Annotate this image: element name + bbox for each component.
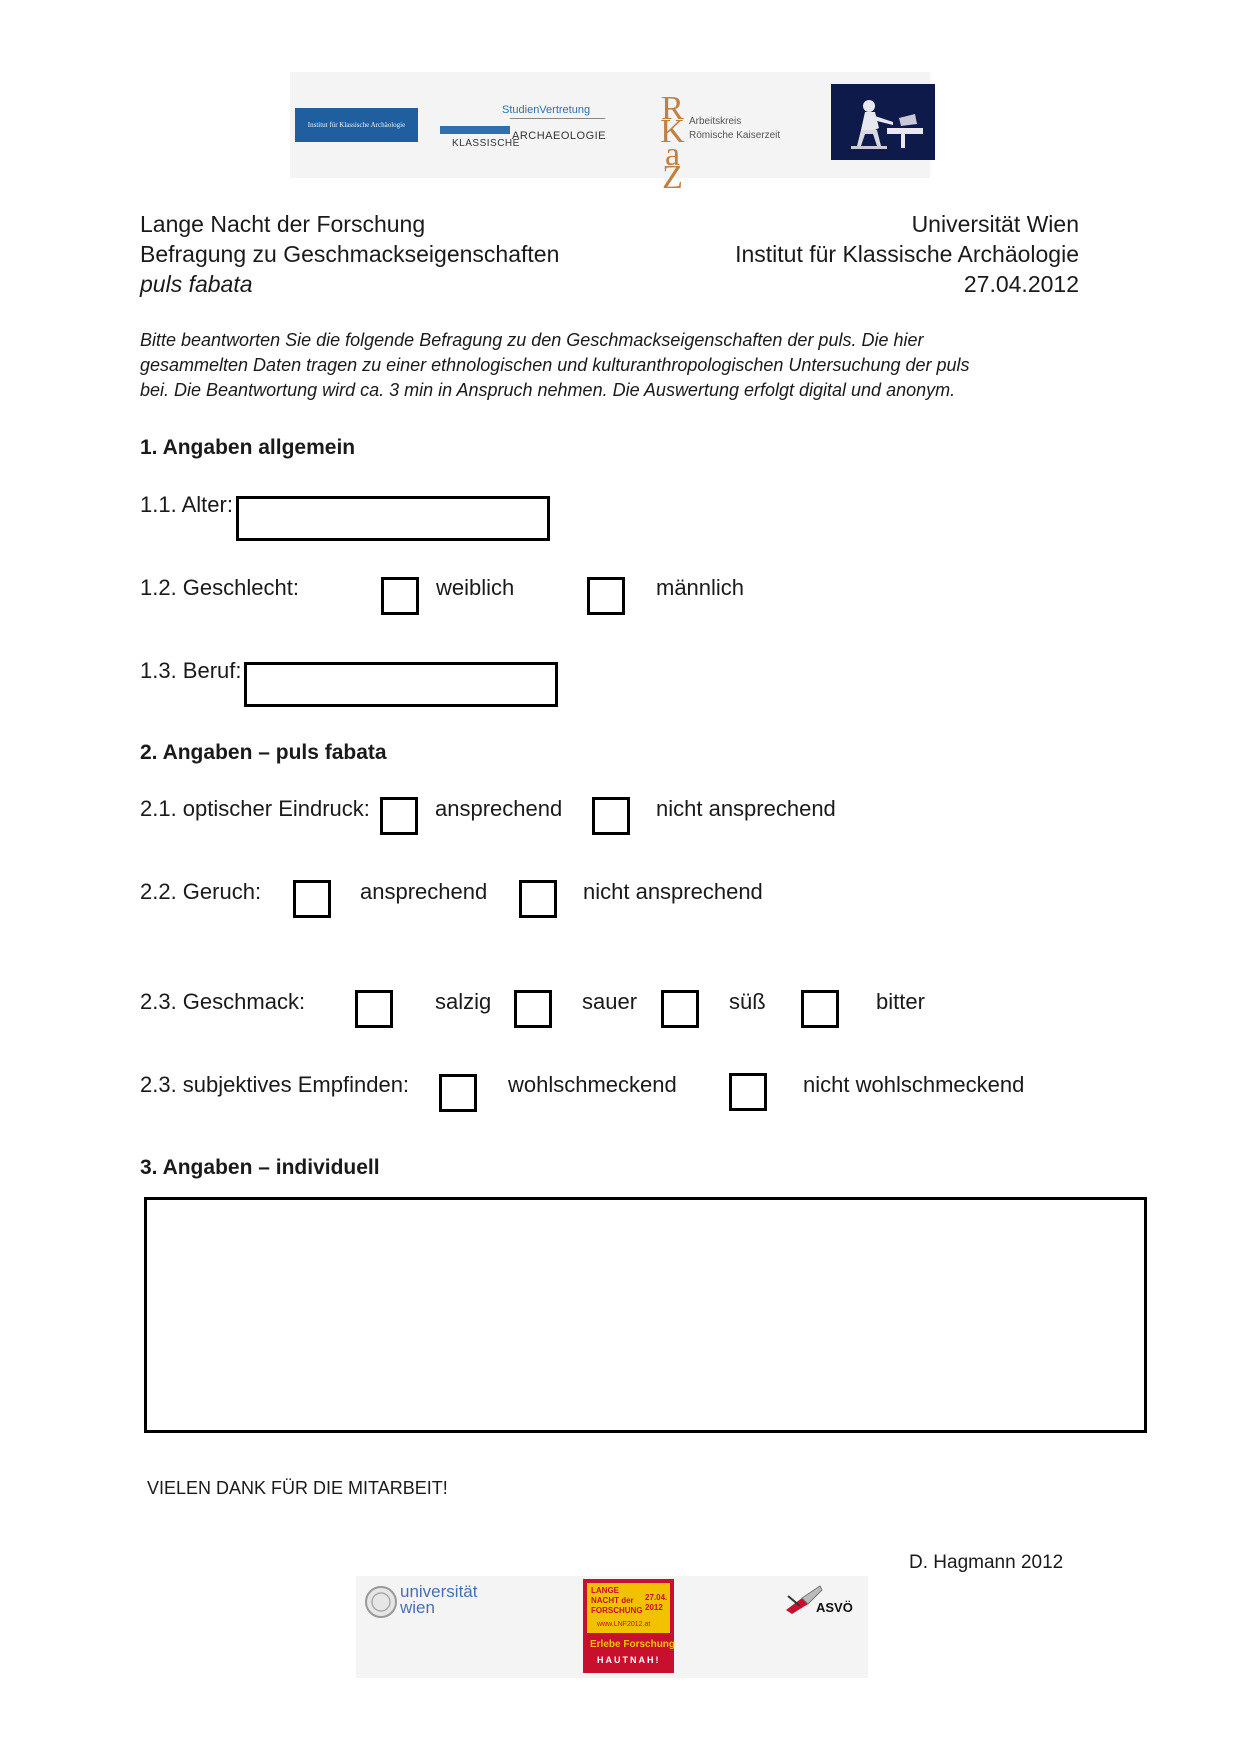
uni-wien-seal-icon: [364, 1585, 398, 1619]
institut-logo-text: Institut für Klassische Archäologie: [307, 121, 406, 129]
geschmack-sauer-label: sauer: [582, 989, 638, 1014]
empfinden-wohlschmeckend-label: wohlschmeckend: [508, 1072, 677, 1097]
rkaz-logo: [653, 86, 793, 182]
geruch-label: 2.2. Geruch:: [140, 879, 262, 904]
rkaz-line2: Römische Kaiserzeit: [689, 130, 781, 141]
lnf-slogan2: HAUTNAH!: [597, 1655, 661, 1665]
thanks-text: VIELEN DANK FÜR DIE MITARBEIT!: [147, 1478, 448, 1498]
studienvertretung-archaeologie: ARCHAEOLOGIE: [512, 130, 607, 142]
lnf-url: www.LNF2012.at: [597, 1621, 651, 1628]
studienvertretung-bar: [440, 126, 510, 134]
institut-logo: [295, 108, 418, 142]
geschmack-suess-label: süß: [729, 989, 766, 1014]
optisch-nicht-ansprechend-label: nicht ansprechend: [656, 796, 836, 821]
geschlecht-label: 1.2. Geschlecht:: [140, 575, 299, 600]
lnf-line3: FORSCHUNG: [591, 1606, 643, 1615]
studienvertretung-logo: [440, 100, 605, 152]
studienvertretung-line: [510, 118, 605, 119]
geschlecht-weiblich-label: weiblich: [436, 575, 515, 600]
uni-wien-line1: universität: [400, 1582, 478, 1601]
lnf-date1: 27.04.: [645, 1593, 668, 1602]
optisch-nicht-ansprechend-checkbox[interactable]: [592, 797, 630, 835]
geschmack-bitter-checkbox[interactable]: [801, 990, 839, 1028]
geruch-ansprechend-label: ansprechend: [360, 879, 488, 904]
uni-wien-logo: [362, 1582, 492, 1622]
lnf-line1: LANGE: [591, 1586, 619, 1595]
empfinden-label: 2.3. subjektives Empfinden:: [140, 1072, 410, 1097]
optisch-ansprechend-checkbox[interactable]: [380, 797, 418, 835]
asvoe-logo: [782, 1582, 862, 1622]
sculptor-figure-icon: [831, 84, 935, 160]
intro-line1: Bitte beantworten Sie die folgende Befragung zu den Geschmackseigenschaften der puls. Die hier: [140, 330, 924, 350]
empfinden-nicht-wohlschmeckend-label: nicht wohlschmeckend: [803, 1072, 1025, 1097]
beruf-label: 1.3. Beruf:: [140, 658, 242, 683]
geschmack-suess-checkbox[interactable]: [661, 990, 699, 1028]
header-right-line3: 27.04.2012: [963, 271, 1079, 297]
header-left-line2: Befragung zu Geschmackseigenschaften: [140, 241, 560, 267]
rkaz-line1: Arbeitskreis: [689, 116, 742, 127]
section1-title: 1. Angaben allgemein: [140, 436, 356, 459]
optisch-ansprechend-label: ansprechend: [435, 796, 563, 821]
geruch-nicht-ansprechend-label: nicht ansprechend: [583, 879, 763, 904]
intro-line3: bei. Die Beantwortung wird ca. 3 min in Anspruch nehmen. Die Auswertung erfolgt digital und anonym.: [140, 380, 956, 400]
optisch-label: 2.1. optischer Eindruck:: [140, 796, 370, 821]
lnf-logo: [583, 1579, 674, 1673]
geschlecht-weiblich-checkbox[interactable]: [381, 577, 419, 615]
lnf-slogan1: Erlebe Forschung: [590, 1639, 676, 1650]
geruch-nicht-ansprechend-checkbox[interactable]: [519, 880, 557, 918]
header-left-line3: puls fabata: [140, 271, 253, 297]
intro-line2: gesammelten Daten tragen zu einer ethnologischen und kulturanthropologischen Untersuchung der puls: [140, 355, 970, 375]
lnf-line2: NACHT der: [591, 1596, 634, 1605]
empfinden-nicht-wohlschmeckend-checkbox[interactable]: [729, 1073, 767, 1111]
geschmack-salzig-checkbox[interactable]: [355, 990, 393, 1028]
sculptor-logo: [831, 84, 935, 160]
lnf-date2: 2012: [645, 1603, 663, 1612]
individuell-textarea[interactable]: [144, 1197, 1147, 1433]
intro-paragraph: [140, 328, 1070, 403]
geschlecht-maennlich-label: männlich: [656, 575, 745, 600]
header-right-line2: Institut für Klassische Archäologie: [735, 241, 1079, 267]
empfinden-wohlschmeckend-checkbox[interactable]: [439, 1074, 477, 1112]
geschmack-sauer-checkbox[interactable]: [514, 990, 552, 1028]
section3-title: 3. Angaben – individuell: [140, 1156, 380, 1179]
studienvertretung-top-text: StudienVertretung: [502, 104, 591, 116]
asvoe-text: ASVÖ: [816, 1600, 853, 1615]
beruf-input[interactable]: [244, 662, 558, 707]
uni-wien-line2: wien: [400, 1598, 435, 1617]
rkaz-letters: RKaZ: [654, 90, 691, 182]
header-left-line1: Lange Nacht der Forschung: [140, 211, 426, 237]
header-right-line1: Universität Wien: [911, 211, 1079, 237]
geschmack-label: 2.3. Geschmack:: [140, 989, 306, 1014]
studienvertretung-klassische: KLASSISCHE: [452, 138, 520, 149]
geschmack-salzig-label: salzig: [435, 989, 492, 1014]
alter-input[interactable]: [236, 496, 550, 541]
section2-title: 2. Angaben – puls fabata: [140, 741, 387, 764]
geruch-ansprechend-checkbox[interactable]: [293, 880, 331, 918]
geschmack-bitter-label: bitter: [876, 989, 925, 1014]
alter-label: 1.1. Alter:: [140, 492, 233, 517]
author-text: D. Hagmann 2012: [909, 1552, 1064, 1573]
geschlecht-maennlich-checkbox[interactable]: [587, 577, 625, 615]
